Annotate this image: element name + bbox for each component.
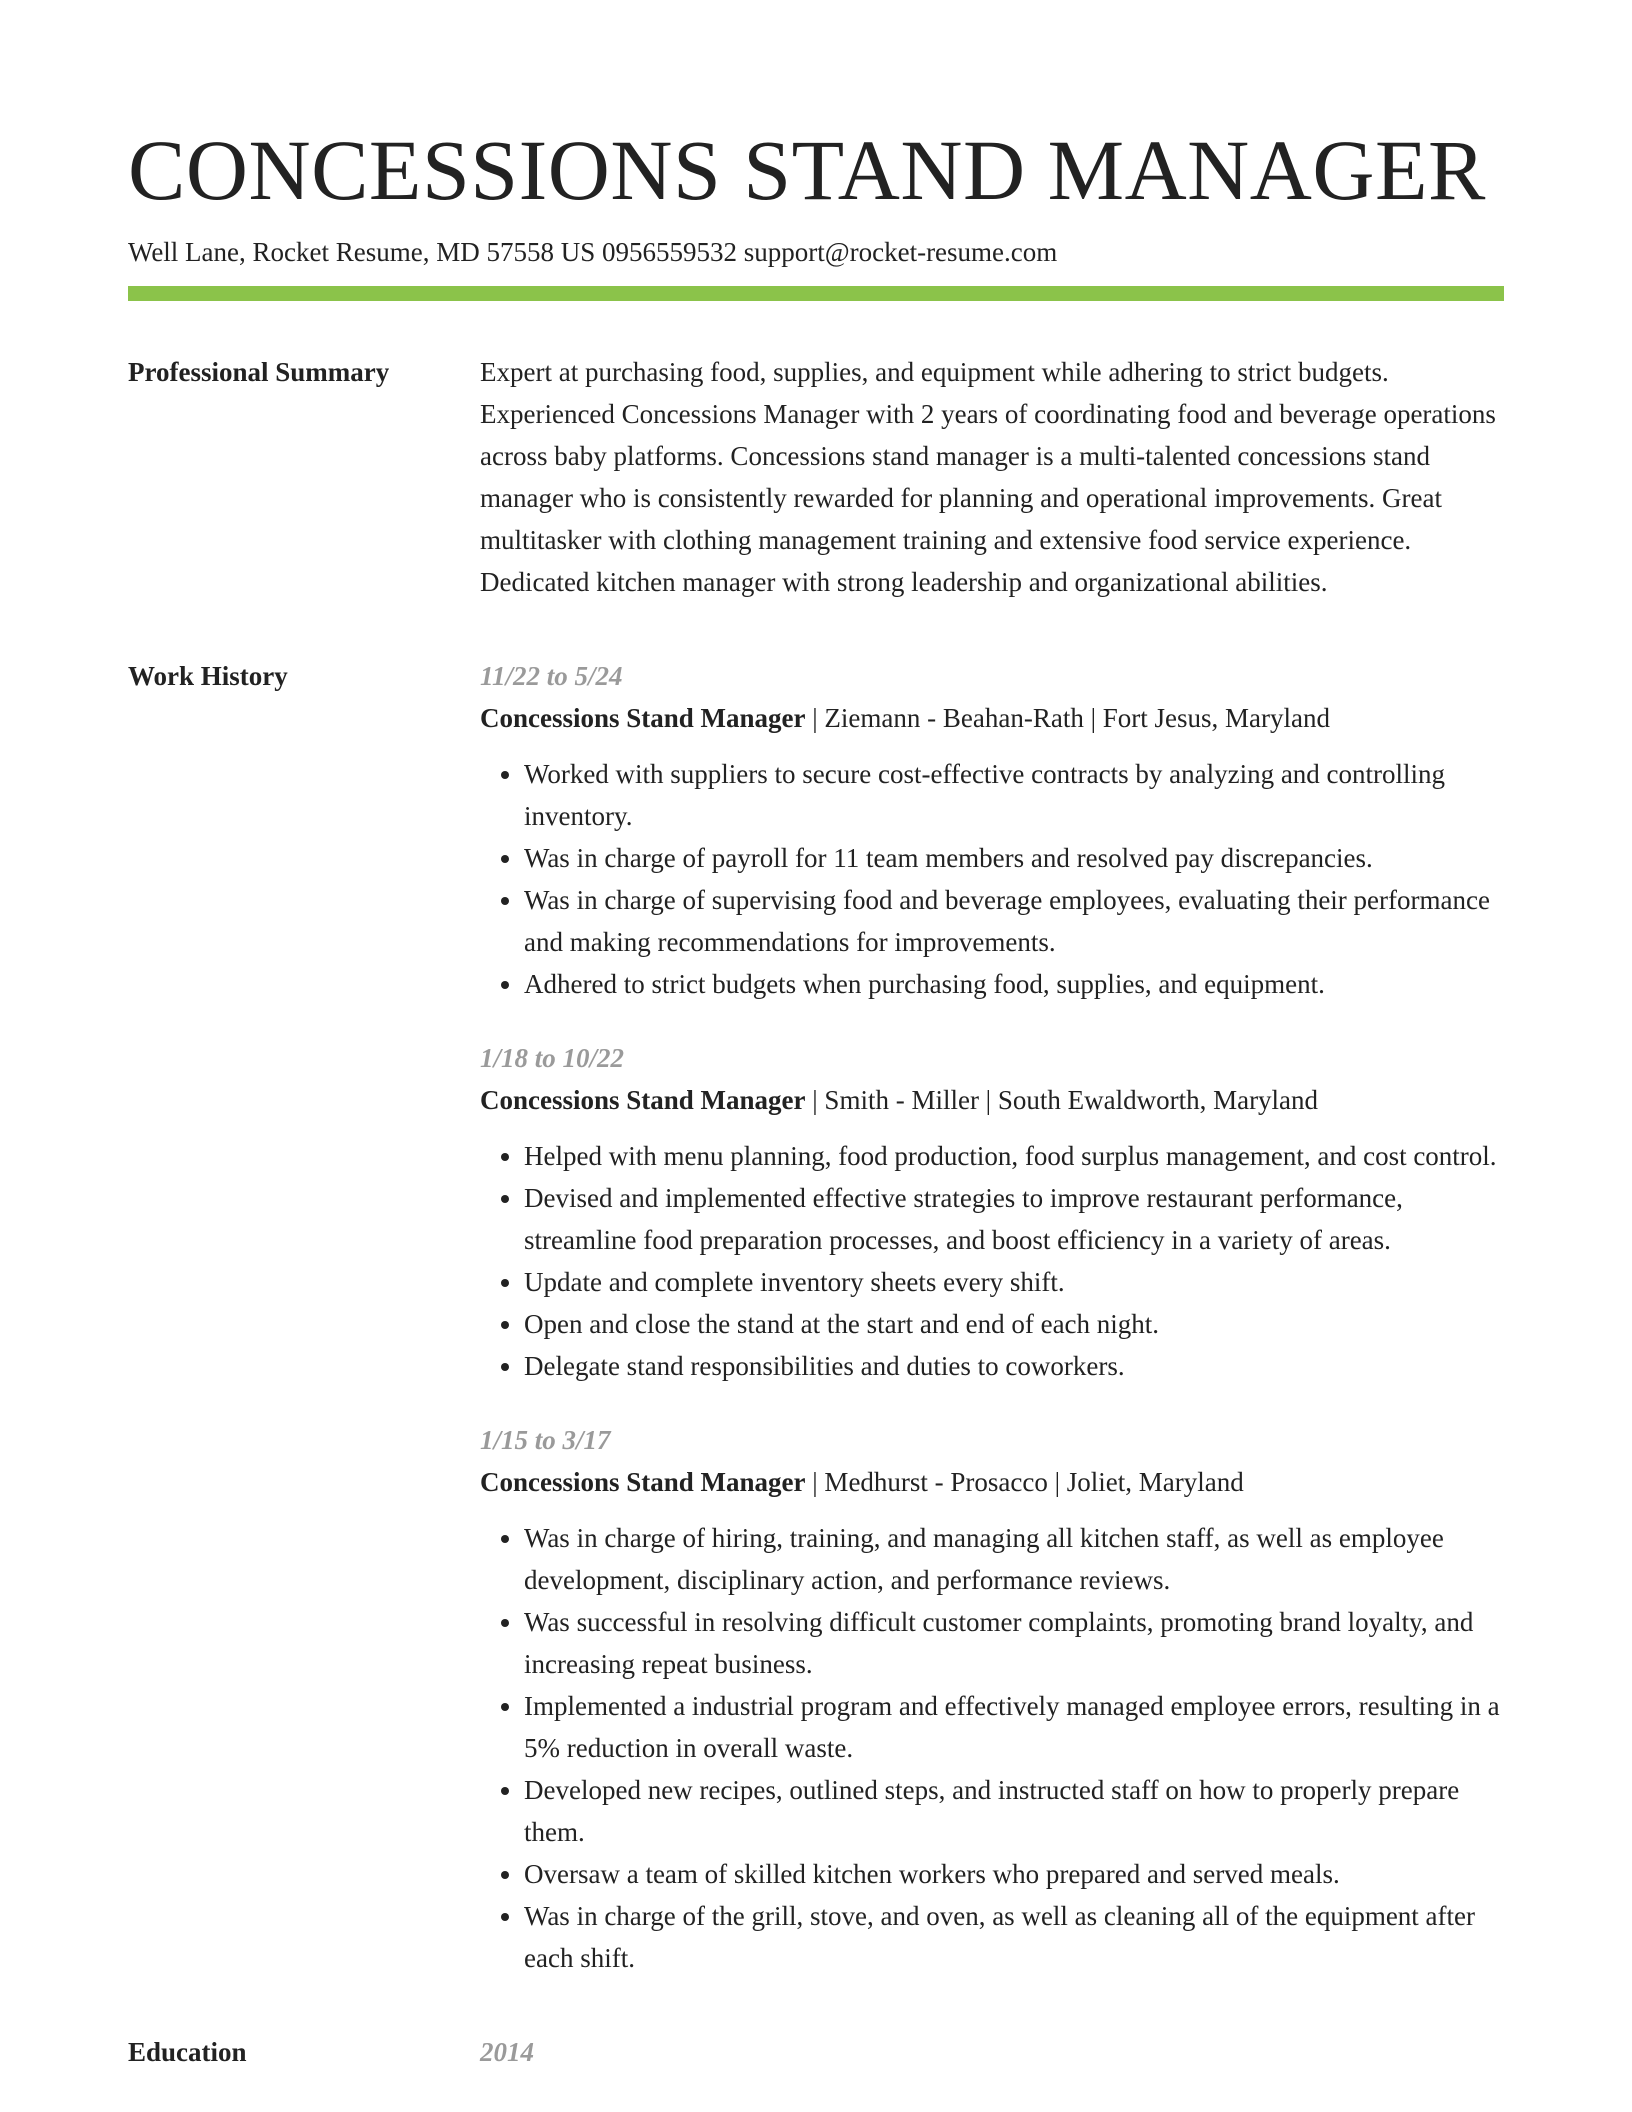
job-bullet: • Worked with suppliers to secure cost-effective contracts by analyzing and controlling inventory. [524,753,1504,837]
summary-text: Expert at purchasing food, supplies, and equipment while adhering to strict budgets. Experienced Concessions Manager with 2 years of coordinating food and beverage operations across baby platforms. Concessions stand manager is a multi-talented concessions stand manager who is consistently rewarded for planning and operational improvements. Great multitasker with clothing management training and extensive food service experience. Dedicated kitchen manager with strong leadership and organizational abilities. [480,357,1496,597]
section-label-summary: Professional Summary [128,357,390,387]
job-details: | Medhurst - Prosacco | Joliet, Maryland [805,1467,1244,1497]
job-heading [480,697,1504,739]
job-title: Concessions Stand Manager [480,703,806,733]
professional-summary-section [128,351,1504,603]
job-bullet: • Open and close the stand at the start and end of each night. [524,1303,1504,1345]
job-entry [480,1037,1504,1387]
section-label-work-history: Work History [128,661,288,691]
job-dates: 1/15 to 3/17 [480,1425,611,1455]
education-section [128,2031,1504,2073]
job-details: | Ziemann - Beahan-Rath | Fort Jesus, Maryland [805,703,1330,733]
job-bullet: • Helped with menu planning, food production, food surplus management, and cost control. [524,1135,1504,1177]
job-bullet: • Was successful in resolving difficult customer complaints, promoting brand loyalty, and increasing repeat business. [524,1601,1504,1685]
job-title: Concessions Stand Manager [480,1467,806,1497]
job-dates: 1/18 to 10/22 [480,1043,625,1073]
job-bullet: • Was in charge of payroll for 11 team members and resolved pay discrepancies. [524,837,1504,879]
job-bullets [480,1135,1504,1387]
accent-divider [128,286,1504,301]
resume-page [128,120,1504,2073]
job-title: Concessions Stand Manager [480,1085,806,1115]
job-entry [480,1419,1504,1979]
resume-name-heading: CONCESSIONS STAND MANAGER [128,122,1486,218]
job-bullet: • Delegate stand responsibilities and duties to coworkers. [524,1345,1504,1387]
job-heading [480,1461,1504,1503]
job-bullet: • Oversaw a team of skilled kitchen workers who prepared and served meals. [524,1853,1504,1895]
contact-line: Well Lane, Rocket Resume, MD 57558 US 0956559532 support@rocket-resume.com [128,237,1058,267]
job-bullet: • Was in charge of supervising food and beverage employees, evaluating their performance and making recommendations for improvements. [524,879,1504,963]
work-history-section [128,655,1504,1979]
section-label-education: Education [128,2037,247,2067]
job-details: | Smith - Miller | South Ewaldworth, Maryland [805,1085,1319,1115]
job-bullet: • Developed new recipes, outlined steps, and instructed staff on how to properly prepare them. [524,1769,1504,1853]
job-bullet: • Implemented a industrial program and effectively managed employee errors, resulting in a 5% reduction in overall waste. [524,1685,1504,1769]
job-heading [480,1079,1504,1121]
job-bullet: • Devised and implemented effective strategies to improve restaurant performance, streamline food preparation processes, and boost efficiency in a variety of areas. [524,1177,1504,1261]
job-entry [480,655,1504,1005]
job-bullet: • Was in charge of hiring, training, and managing all kitchen staff, as well as employee development, disciplinary action, and performance reviews. [524,1517,1504,1601]
job-bullet: • Was in charge of the grill, stove, and oven, as well as cleaning all of the equipment after each shift. [524,1895,1504,1979]
education-dates: 2014 [480,2037,534,2067]
job-bullets [480,1517,1504,1979]
job-bullet: • Adhered to strict budgets when purchasing food, supplies, and equipment. [524,963,1504,1005]
job-bullet: • Update and complete inventory sheets every shift. [524,1261,1504,1303]
job-bullets [480,753,1504,1005]
job-dates: 11/22 to 5/24 [480,661,623,691]
